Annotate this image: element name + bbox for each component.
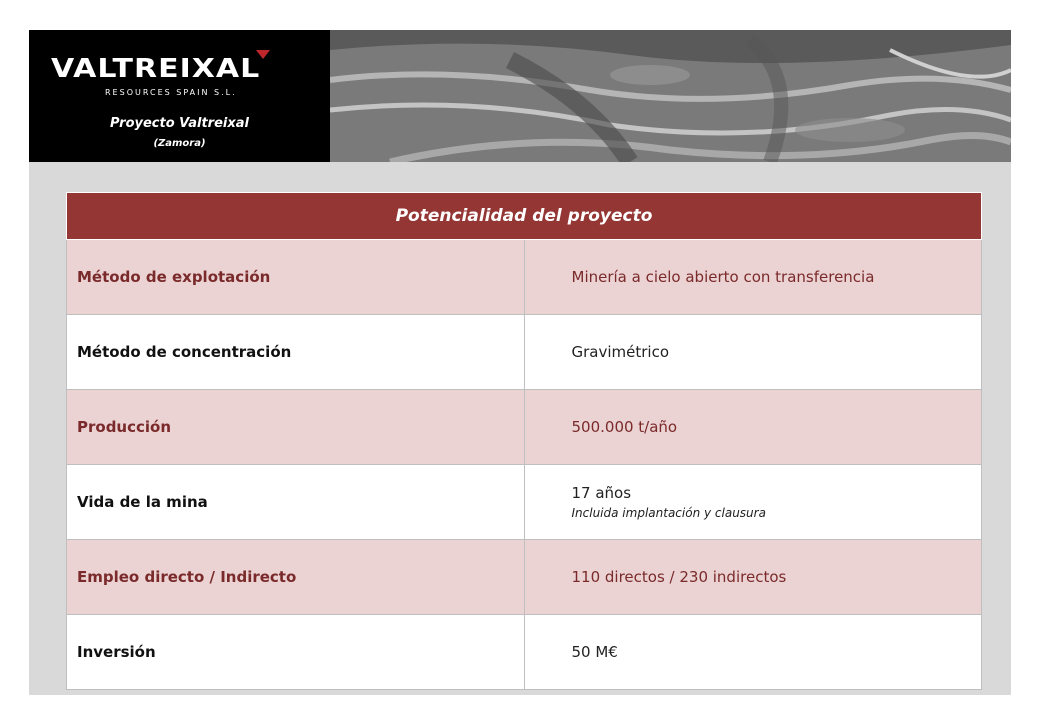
mine-photo — [330, 30, 1011, 162]
slide — [29, 30, 1011, 695]
logo-wordmark: VALTREIXAL — [51, 54, 261, 84]
row-label: Método de explotación — [67, 240, 525, 315]
project-title: Proyecto Valtreixal — [110, 116, 249, 131]
table-title: Potencialidad del proyecto — [67, 193, 982, 240]
logo-subtitle: RESOURCES SPAIN S.L. — [105, 88, 237, 97]
project-location: (Zamora) — [153, 138, 206, 149]
row-label: Método de concentración — [67, 315, 525, 390]
row-value: 110 directos / 230 indirectos — [524, 540, 982, 615]
row-value: Gravimétrico — [524, 315, 982, 390]
table-row — [67, 540, 982, 615]
logo-accent-icon — [256, 50, 270, 59]
project-table — [66, 192, 982, 690]
table-row — [67, 465, 982, 540]
logo-block — [29, 30, 330, 162]
row-note: Incluida implantación y clausura — [571, 506, 766, 520]
table-row — [67, 615, 982, 690]
row-label: Inversión — [67, 615, 525, 690]
row-value-with-note — [524, 465, 982, 540]
row-label: Vida de la mina — [67, 465, 525, 540]
row-label: Producción — [67, 390, 525, 465]
table-row — [67, 390, 982, 465]
row-value: 17 años — [571, 484, 632, 502]
row-value: 500.000 t/año — [524, 390, 982, 465]
table-row — [67, 315, 982, 390]
row-value: 50 M€ — [524, 615, 982, 690]
row-value: Minería a cielo abierto con transferencia — [524, 240, 982, 315]
header — [29, 30, 1011, 162]
table-row — [67, 240, 982, 315]
row-label: Empleo directo / Indirecto — [67, 540, 525, 615]
open-pit-photo-icon — [330, 30, 1011, 162]
